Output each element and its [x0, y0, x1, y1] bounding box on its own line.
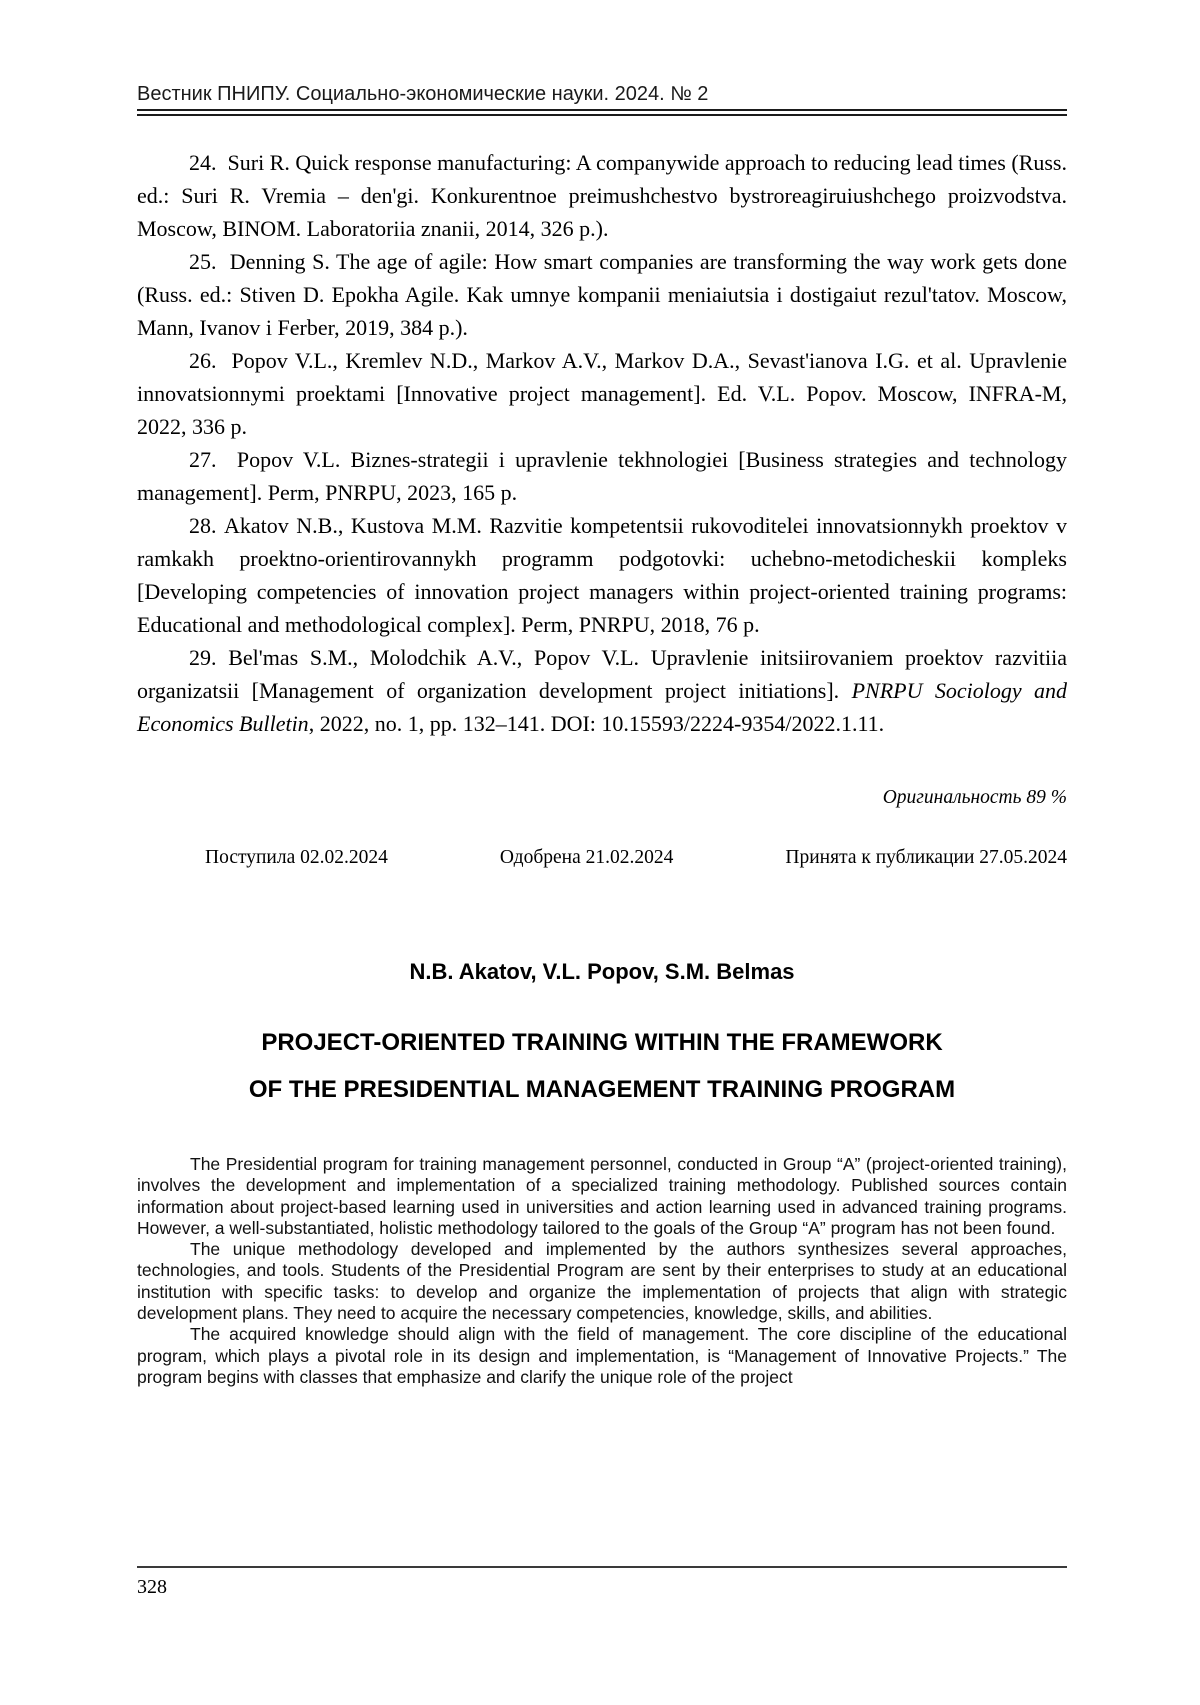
running-head-text: Вестник ПНИПУ. Социально-экономические науки. 2024. № 2	[137, 83, 709, 105]
article-title	[137, 1019, 1067, 1113]
running-head	[137, 0, 1067, 116]
article-authors: N.B. Akatov, V.L. Popov, S.M. Belmas	[409, 959, 795, 984]
footer-rule	[137, 1566, 1067, 1568]
reference-29-journal-name: PNRPU Sociology and Economics Bulletin	[137, 678, 1067, 736]
page-footer	[137, 1566, 1067, 1599]
article-title-line1: PROJECT-ORIENTED TRAINING WITHIN THE FRAMEWORK	[261, 1029, 943, 1056]
abstract-paragraph-1: The Presidential program for training management personnel, conducted in Group “A” (project-oriented training), involves the development and implementation of a specialized training methodology. Published sources contain information about project-based learning used in universities and action learning used in advanced training programs. However, a well-substantiated, holistic methodology tailored to the goals of the Group “A” program has not been found.	[137, 1154, 1067, 1238]
reference-29-pre: 29. Bel'mas S.M., Molodchik A.V., Popov V.L. Upravlenie initsiirovaniem proektov razvitiia organizatsii [Management of organization development project initiations].	[137, 645, 1067, 703]
submission-dates	[137, 846, 1067, 870]
date-received: Поступила 02.02.2024	[205, 847, 388, 868]
reference-item-25: 25. Denning S. The age of agile: How smart companies are transforming the way work gets done (Russ. ed.: Stiven D. Epokha Agile. Kak umnye kompanii meniaiutsia i dostigaiut rezul'tatov. Moscow, Mann, Ivanov i Ferber, 2019, 384 p.).	[137, 249, 1067, 340]
article-abstract	[137, 1154, 1067, 1388]
reference-29-post: , 2022, no. 1, pp. 132–141. DOI: 10.15593/2224-9354/2022.1.11.	[308, 711, 885, 736]
reference-item-24: 24. Suri R. Quick response manufacturing: A companywide approach to reducing lead times (Russ. ed.: Suri R. Vremia – den'gi. Konkurentnoe preimushchestvo bystroreagiruiushchego proizvodstva. Moscow, BINOM. Laboratoriia znanii, 2014, 326 p.).	[137, 150, 1067, 241]
abstract-paragraph-2: The unique methodology developed and implemented by the authors synthesizes several approaches, technologies, and tools. Students of the Presidential Program are sent by their enterprises to study at an educational institution with specific tasks: to develop and organize the implementation of projects that align with strategic development plans. They need to acquire the necessary competencies, knowledge, skills, and abilities.	[137, 1239, 1067, 1324]
reference-item-28: 28. Akatov N.B., Kustova M.M. Razvitie kompetentsii rukovoditelei innovatsionnykh proektov v ramkakh proektno-orientirovannykh programm podgotovki: uchebno-metodicheskii kompleks [Developing competencies of innovation project managers within project-oriented training programs: Educational and methodological complex]. Perm, PNRPU, 2018, 76 p.	[137, 513, 1067, 637]
date-approved: Одобрена 21.02.2024	[499, 847, 674, 868]
reference-item-27: 27. Popov V.L. Biznes-strategii i upravlenie tekhnologiei [Business strategies and technology management]. Perm, PNRPU, 2023, 165 p.	[137, 447, 1067, 505]
originality-note: Оригинальность 89 %	[882, 787, 1067, 808]
page-number: 328	[137, 1576, 167, 1598]
reference-item-29	[137, 641, 1067, 740]
article-title-line2: OF THE PRESIDENTIAL MANAGEMENT TRAINING PROGRAM	[248, 1076, 956, 1103]
references-list	[137, 146, 1067, 740]
abstract-paragraph-3: The acquired knowledge should align with the field of management. The core discipline of the educational program, which plays a pivotal role in its design and implementation, is “Management of Innovative Projects.” The program begins with classes that emphasize and clarify the unique role of the project	[137, 1324, 1067, 1387]
date-accepted: Принята к публикации 27.05.2024	[785, 847, 1067, 868]
page-content	[137, 0, 1067, 1388]
running-head-rule	[137, 109, 1067, 116]
reference-item-26: 26. Popov V.L., Kremlev N.D., Markov A.V., Markov D.A., Sevast'ianova I.G. et al. Upravlenie innovatsionnymi proektami [Innovative project management]. Ed. V.L. Popov. Moscow, INFRA-M, 2022, 336 p.	[137, 348, 1067, 439]
